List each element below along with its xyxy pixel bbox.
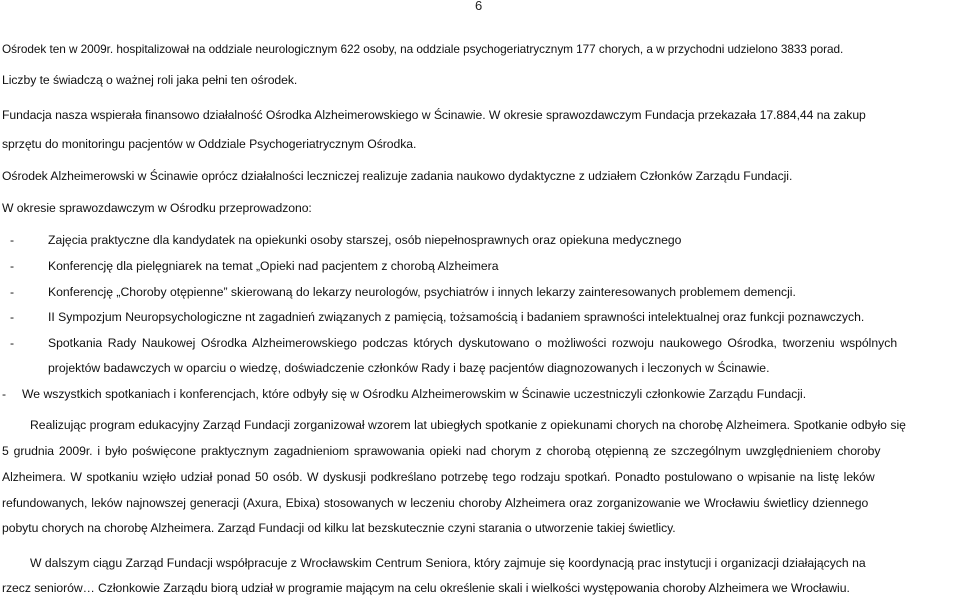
paragraph-line: W dalszym ciągu Zarząd Fundacji współpracuje z Wrocławskim Centrum Seniora, który zajmuje się koordynacją prac instytucji i organizacji działających na bbox=[30, 556, 866, 570]
list-bullet: - bbox=[10, 310, 15, 324]
list-item: Spotkania Rady Naukowej Ośrodka Alzheimerowskiego podczas których dyskutowano o możliwości rozwoju naukowego Ośrodka, tworzeniu wspólnych bbox=[48, 336, 898, 350]
list-bullet: - bbox=[10, 285, 15, 299]
page-number: 6 bbox=[475, 0, 483, 13]
list-bullet: - bbox=[10, 336, 15, 350]
text-line: W okresie sprawozdawczym w Ośrodku przeprowadzono: bbox=[2, 201, 312, 215]
paragraph-line: rzecz seniorów… Członkowie Zarządu biorą udział w programie mającym na celu określenie skali i wielkości występowania choroby Alzheimera we Wrocławiu. bbox=[2, 581, 850, 595]
list-bullet: - bbox=[10, 259, 15, 273]
list-item: Zajęcia praktyczne dla kandydatek na opiekunki osoby starszej, osób niepełnosprawnych oraz opiekuna medycznego bbox=[48, 233, 682, 247]
list-bullet: - bbox=[10, 233, 15, 247]
list-item: We wszystkich spotkaniach i konferencjach, które odbyły się w Ośrodku Alzheimerowskim w Ścinawie uczestniczyli członkowie Zarządu Fundacji. bbox=[22, 387, 807, 401]
list-item-continuation: projektów badawczych w oparciu o wiedzę, doświadczenie członków Rady i bazę pacjentów diagnozowanych i leczonych w Ścinawie. bbox=[48, 361, 770, 375]
paragraph-line: pobytu chorych na chorobę Alzheimera. Zarząd Fundacji od kilku lat bezskutecznie czyni starania o utworzenie takiej świetlicy. bbox=[2, 521, 676, 535]
paragraph-line: refundowanych, leków najnowszej generacji (Axura, Ebixa) stosowanych w leczeniu choroby Alzheimera oraz zorganizowanie we Wrocławiu świetlicy dziennego bbox=[2, 496, 869, 510]
list-item: Konferencję „Choroby otępienne” skierowaną do lekarzy neurologów, psychiatrów i innych lekarzy zainteresowanych problemem demencji. bbox=[48, 285, 796, 299]
text-line: Liczby te świadczą o ważnej roli jaka pełni ten ośrodek. bbox=[2, 73, 298, 87]
paragraph-line: 5 grudnia 2009r. i było poświęcone praktycznym zagadnieniom sprawowania opieki nad chorym z chorobą otępienną ze szczególnym uwzględnieniem choroby bbox=[2, 444, 881, 458]
list-bullet: - bbox=[2, 387, 7, 401]
paragraph-line: Alzheimera. W spotkaniu wzięło udział ponad 50 osób. W dyskusji podkreślano potrzebę tego rodzaju spotkań. Ponadto postulowano o wpisanie na listę leków bbox=[2, 470, 875, 484]
paragraph-line: Realizując program edukacyjny Zarząd Fundacji zorganizował wzorem lat ubiegłych spotkanie z opiekunami chorych na chorobę Alzheimera. Spotkanie odbyło się bbox=[30, 418, 906, 432]
list-item: II Sympozjum Neuropsychologiczne nt zagadnień związanych z pamięcią, tożsamością i badaniem sprawności intelektualnej oraz funkcji poznawczych. bbox=[48, 310, 865, 324]
text-line: Ośrodek ten w 2009r. hospitalizował na oddziale neurologicznym 622 osoby, na oddziale psychogeriatrycznym 177 chorych, a w przychodni udzielono 3833 porad. bbox=[2, 42, 844, 56]
text-line: Ośrodek Alzheimerowski w Ścinawie oprócz działalności leczniczej realizuje zadania naukowo dydaktyczne z udziałem Członków Zarządu Fundacji. bbox=[2, 169, 793, 183]
text-line: sprzętu do monitoringu pacjentów w Oddziale Psychogeriatrycznym Ośrodka. bbox=[2, 137, 417, 151]
text-line: Fundacja nasza wspierała finansowo działalność Ośrodka Alzheimerowskiego w Ścinawie. W okresie sprawozdawczym Fundacja przekazała 17.884,44 na zakup bbox=[2, 108, 866, 122]
list-item: Konferencję dla pielęgniarek na temat „Opieki nad pacjentem z chorobą Alzheimera bbox=[48, 259, 499, 273]
